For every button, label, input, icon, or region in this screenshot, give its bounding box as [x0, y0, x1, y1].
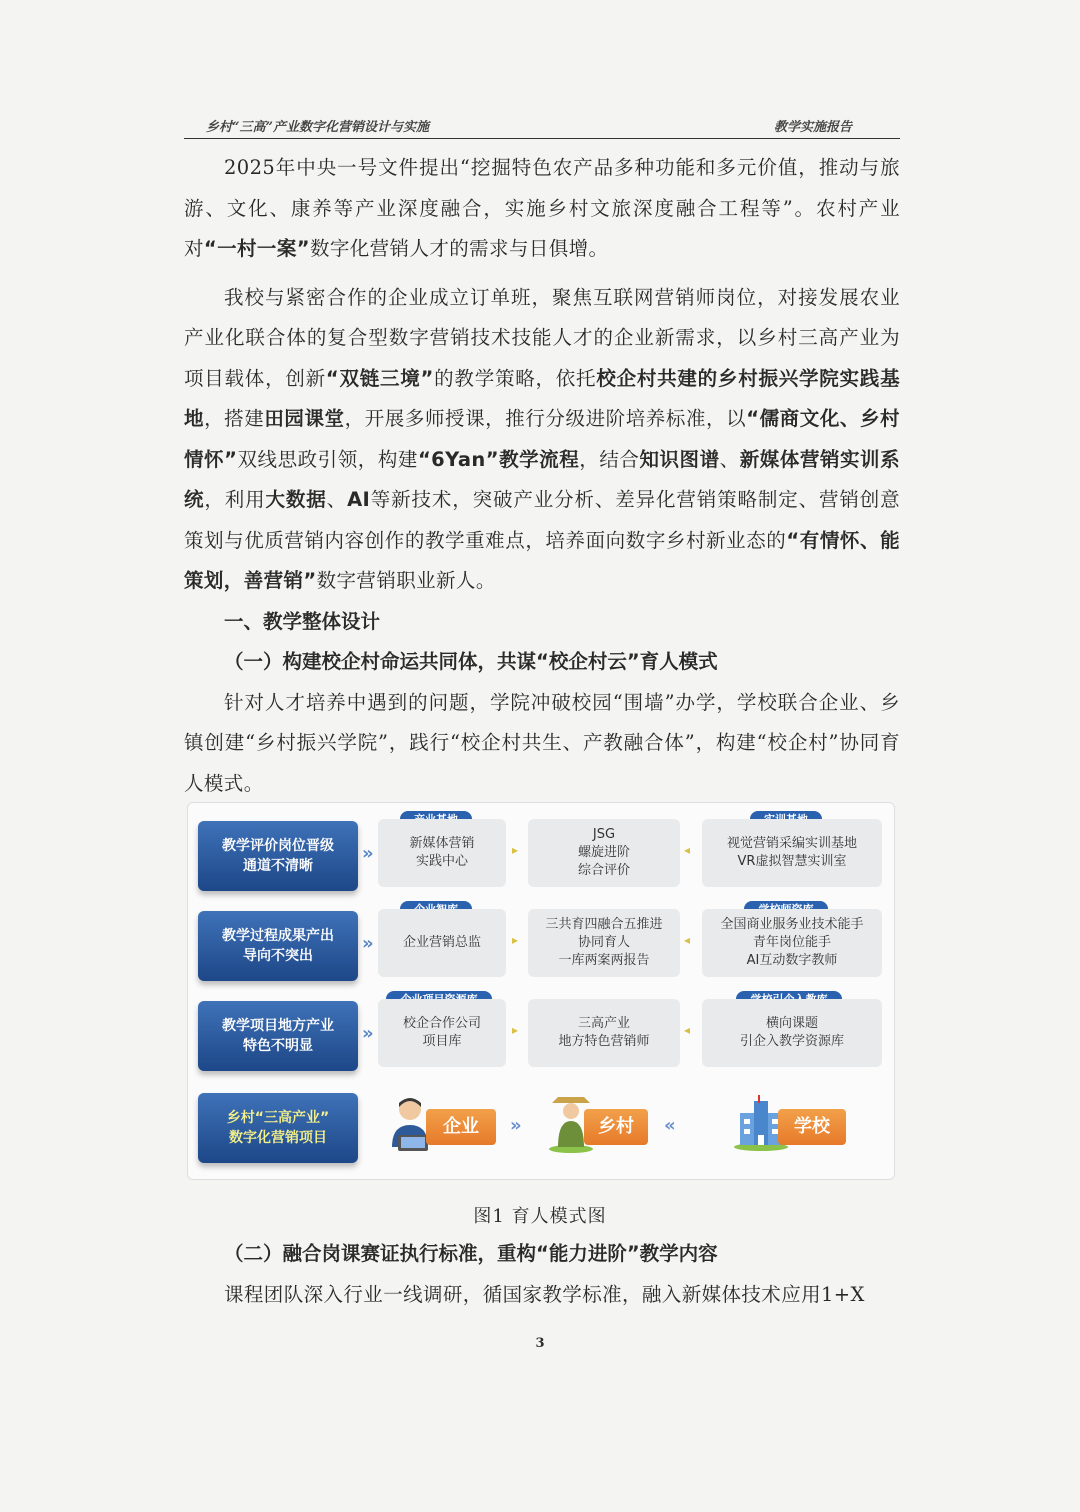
- figure-caption: 图1 育人模式图: [473, 1206, 607, 1227]
- entity-village: 乡村: [584, 1109, 648, 1145]
- content-box-three-high-industry: 三高产业 地方特色营销师: [528, 999, 680, 1067]
- double-chevron-icon: »: [362, 1023, 374, 1044]
- project-box-digital-marketing: 乡村“三高产业” 数字化营销项目: [198, 1093, 358, 1163]
- education-model-figure: [187, 802, 895, 1180]
- content-box-jsg-evaluation: JSG 螺旋进阶 综合评价: [528, 819, 680, 887]
- arrow-right-icon: ▸: [512, 843, 519, 857]
- paragraph-strategy: 我校与紧密合作的企业成立订单班，聚焦互联网营销师岗位，对接发展农业产业化联合体的复合型数字营销技术技能人才的企业新需求，以乡村三高产业为项目载体，创新“双链三境”的教学策略，依托校企村共建的乡村振兴学院实践基地，搭建田园课堂，开展多师授课，推行分级进阶培养标准，以“儒商文化、乡村情怀”双线思政引领，构建“6Yan”教学流程，结合知识图谱、新媒体营销实训系统，利用大数据、AI等新技术，突破产业分析、差异化营销策略制定、营销创意策划与优质营销内容创作的教学重难点，培养面向数字乡村新业态的“有情怀、能策划，善营销”数字营销职业新人。: [184, 285, 901, 592]
- content-box-training-rooms: 视觉营销采编实训基地 VR虚拟智慧实训室: [702, 819, 882, 887]
- arrow-left-icon: ◂: [684, 933, 691, 947]
- arrow-left-icon: ◂: [684, 1023, 691, 1037]
- content-box-project-library: 校企合作公司 项目库: [378, 999, 506, 1067]
- page-number: 3: [535, 1336, 545, 1351]
- double-chevron-left-icon: «: [664, 1115, 676, 1136]
- paragraph-model: 针对人才培养中遇到的问题，学院冲破校园“围墙”办学，学校联合企业、乡镇创建“乡村振兴学院”，践行“校企村共生、产教融合体”，构建“校企村”协同育人模式。: [184, 690, 900, 795]
- arrow-right-icon: ▸: [512, 933, 519, 947]
- subsection-heading-2: （二）融合岗课赛证执行标准，重构“能力进阶”教学内容: [224, 1242, 718, 1265]
- double-chevron-icon: »: [362, 843, 374, 864]
- double-chevron-icon: »: [362, 933, 374, 954]
- header-title: 乡村“三高”产业数字化营销设计与实施: [206, 120, 429, 135]
- content-box-faculty: 全国商业服务业技术能手 青年岗位能手 AI互动数字教师: [702, 909, 882, 977]
- paragraph-intro: 2025年中央一号文件提出“挖掘特色农产品多种功能和多元价值，推动与旅游、文化、康养等产业深度融合，实施乡村文旅深度融合工程等”。农村产业对“一村一案”数字化营销人才的需求与日俱增。: [184, 156, 900, 260]
- arrow-right-icon: ▸: [512, 1023, 519, 1037]
- content-box-teaching-resources: 横向课题 引企入教学资源库: [702, 999, 882, 1067]
- header-report-type: 教学实施报告: [773, 120, 852, 135]
- problem-box-projects: 教学项目地方产业 特色不明显: [198, 1001, 358, 1071]
- content-box-marketing-director: 企业营销总监: [378, 909, 506, 977]
- subsection-heading-1: （一）构建校企村命运共同体，共谋“校企村云”育人模式: [224, 650, 718, 673]
- section-heading-1: 一、教学整体设计: [224, 609, 381, 633]
- content-box-collaborative-education: 三共育四融合五推进 协同育人 一库两案两报告: [528, 909, 680, 977]
- arrow-left-icon: ◂: [684, 843, 691, 857]
- content-box-new-media-center: 新媒体营销 实践中心: [378, 819, 506, 887]
- double-chevron-right-icon: »: [510, 1115, 522, 1136]
- entity-enterprise: 企业: [426, 1109, 496, 1145]
- paragraph-curriculum: 课程团队深入行业一线调研，循国家教学标准，融入新媒体技术应用1+X: [224, 1282, 865, 1306]
- entity-school: 学校: [778, 1109, 846, 1145]
- problem-box-evaluation: 教学评价岗位晋级 通道不清晰: [198, 821, 358, 891]
- page-header: [184, 112, 900, 139]
- problem-box-process: 教学过程成果产出 导向不突出: [198, 911, 358, 981]
- body-text-top: [184, 148, 900, 804]
- body-text-bottom: [184, 1234, 900, 1315]
